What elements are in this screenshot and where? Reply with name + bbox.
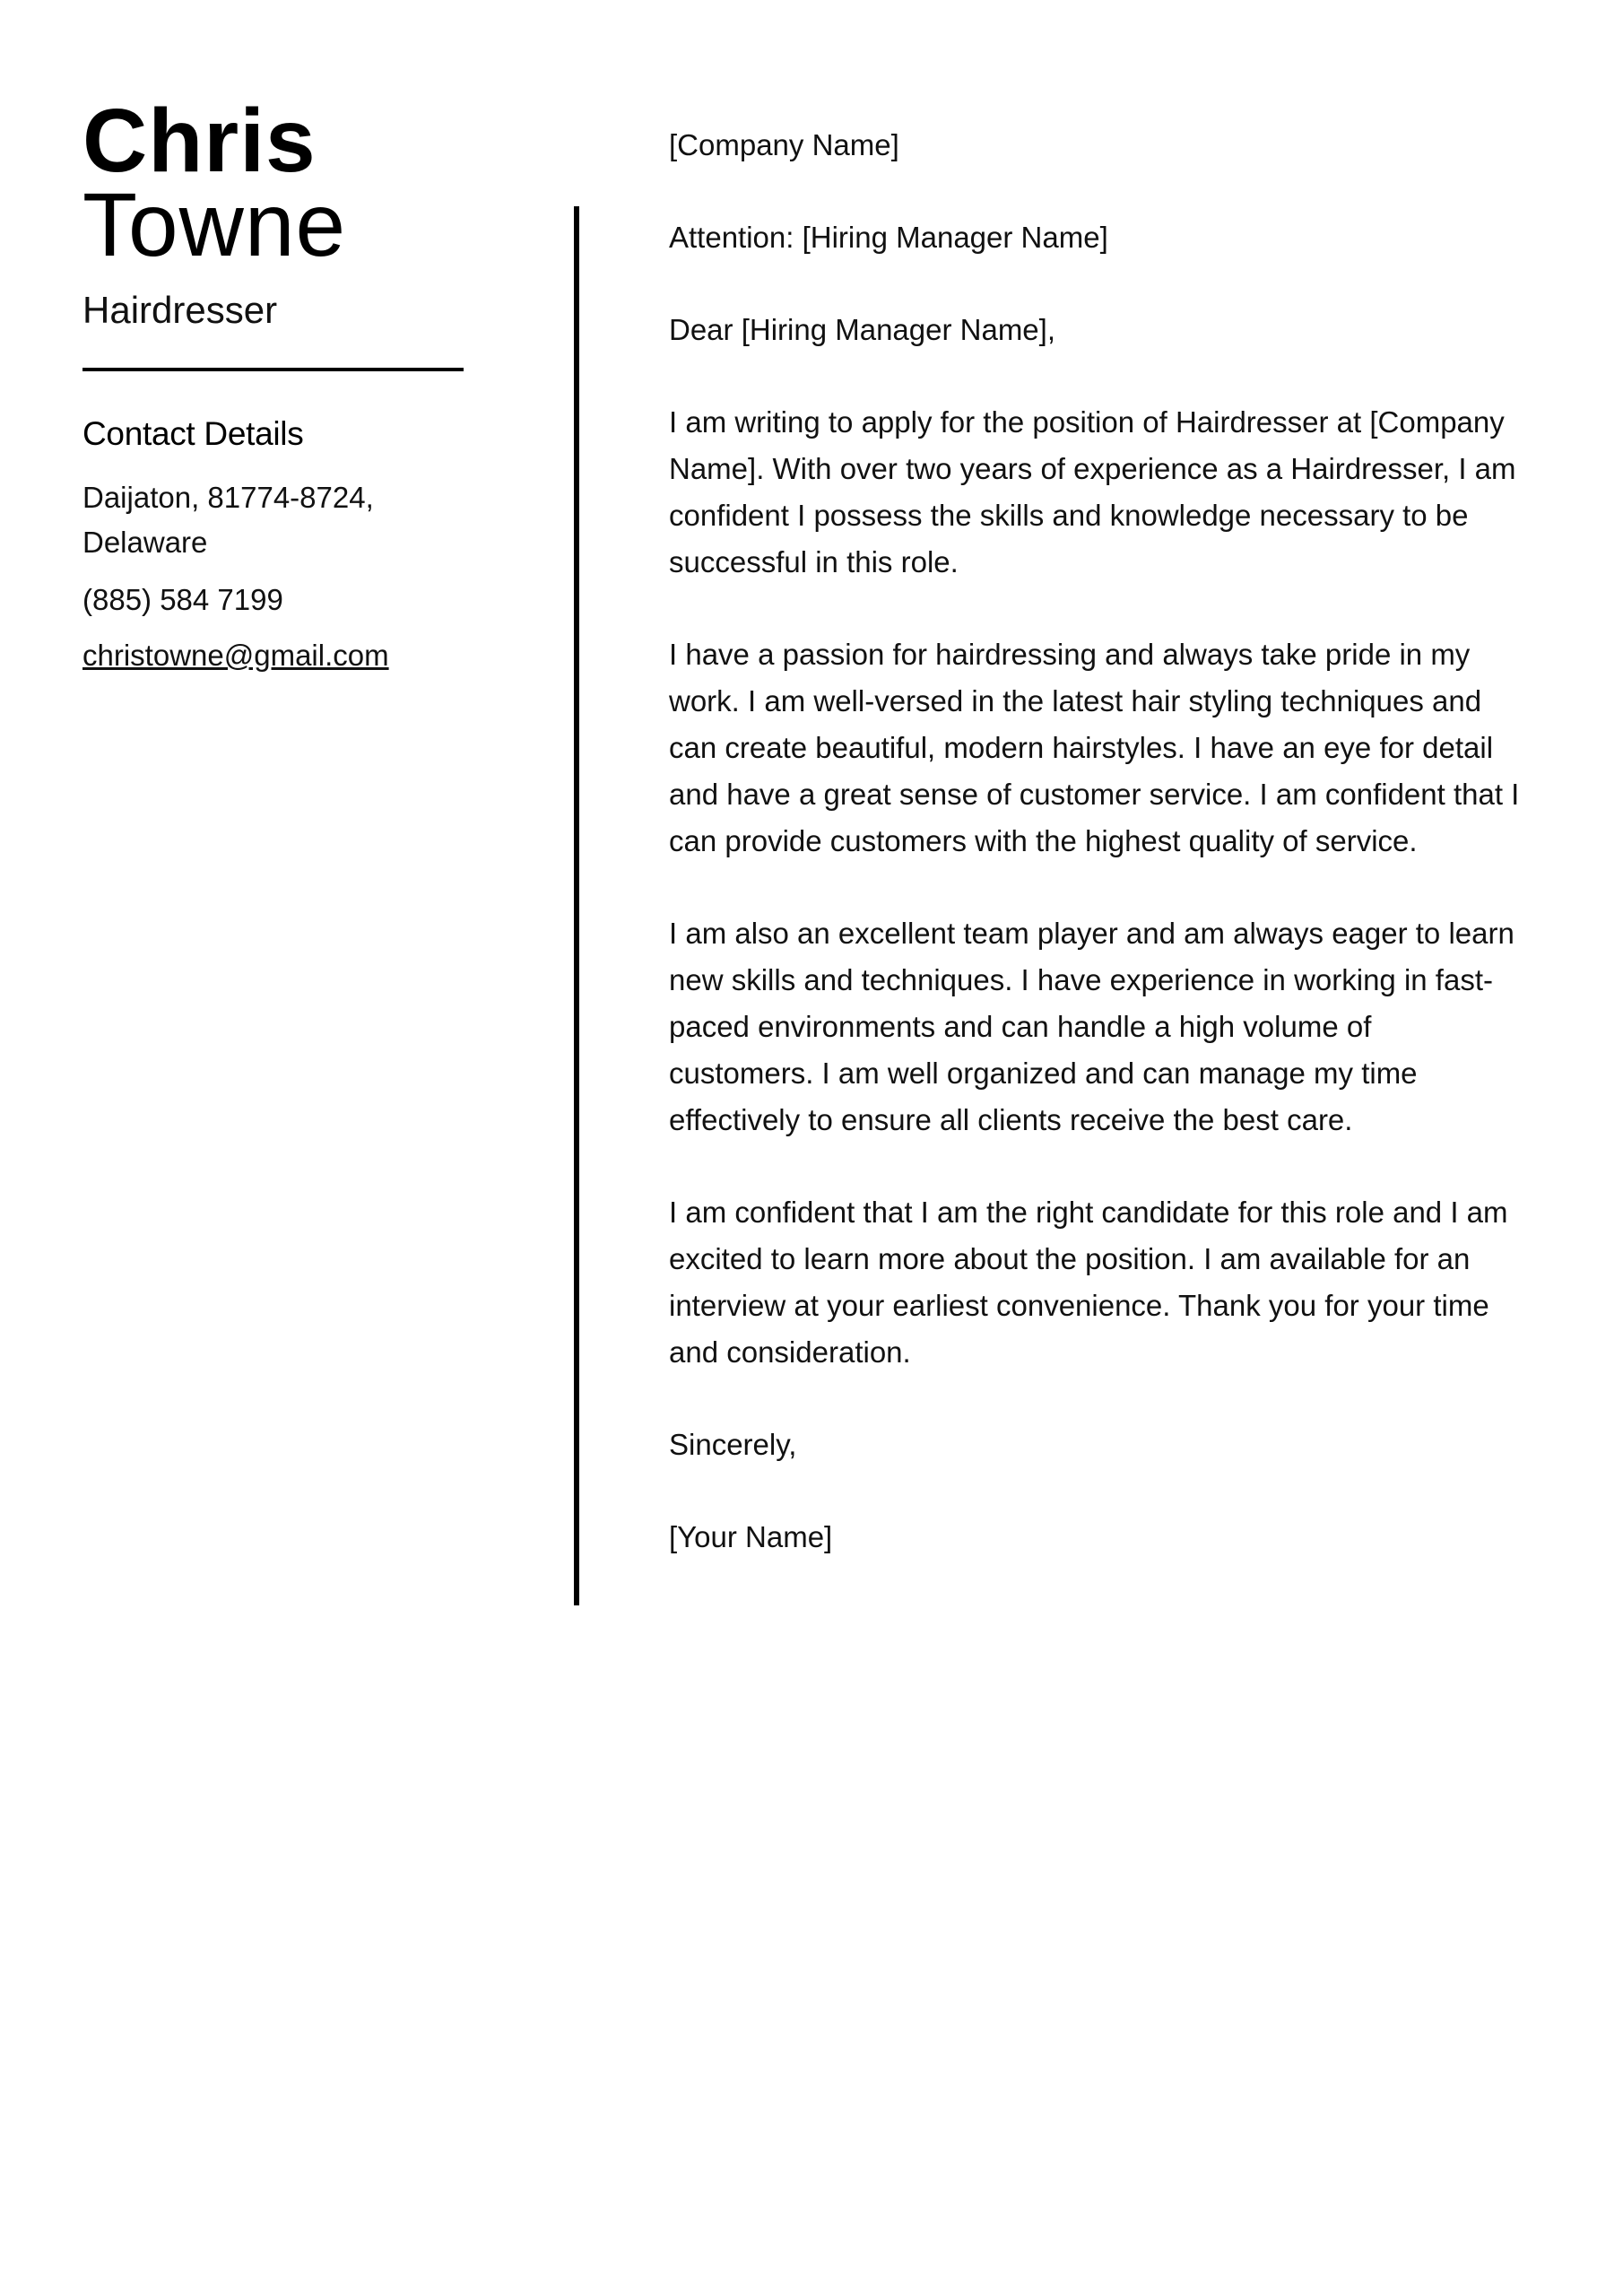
letter-paragraph: I am writing to apply for the position of Hairdresser at [Company Name]. With over two years of experience as a Hairdresser, I am confident I possess the skills and knowledge necessary to be successful in this role. xyxy=(669,405,1516,578)
letter-paragraph: I have a passion for hairdressing and always take pride in my work. I am well-versed in the latest hair styling techniques and can create beautiful, modern hairstyles. I have an eye for detail and have a great sense of customer service. I am confident that I can provide customers with the highest quality of service. xyxy=(669,638,1520,857)
first-name: Chris xyxy=(82,91,317,191)
contact-email-link[interactable]: christowne@gmail.com xyxy=(82,639,389,672)
column-divider xyxy=(574,206,579,1605)
salutation: Dear [Hiring Manager Name], xyxy=(669,313,1055,346)
attention-line: Attention: [Hiring Manager Name] xyxy=(669,221,1108,254)
header-divider xyxy=(82,368,464,371)
contact-heading: Contact Details xyxy=(82,415,304,452)
contact-phone: (885) 584 7199 xyxy=(82,583,283,616)
sidebar xyxy=(82,91,477,678)
candidate-name xyxy=(82,91,477,275)
contact-address: Daijaton, 81774-8724, Delaware xyxy=(82,481,374,559)
letter-paragraph: I am also an excellent team player and am always eager to learn new skills and techniques. I have experience in working in fast-paced environments and can handle a high volume of customers. I am well organized and can manage my time effectively to ensure all clients receive the best care. xyxy=(669,917,1515,1136)
company-line: [Company Name] xyxy=(669,128,899,161)
job-title: Hairdresser xyxy=(82,289,278,331)
letter-paragraph: I am confident that I am the right candidate for this role and I am excited to learn more about the position. I am available for an interview at your earliest convenience. Thank you for your time and consideration. xyxy=(669,1196,1508,1369)
last-name: Towne xyxy=(82,175,347,275)
signature: [Your Name] xyxy=(669,1520,833,1553)
closing: Sincerely, xyxy=(669,1428,797,1461)
letter-body xyxy=(669,122,1521,1561)
contact-details xyxy=(82,413,477,678)
